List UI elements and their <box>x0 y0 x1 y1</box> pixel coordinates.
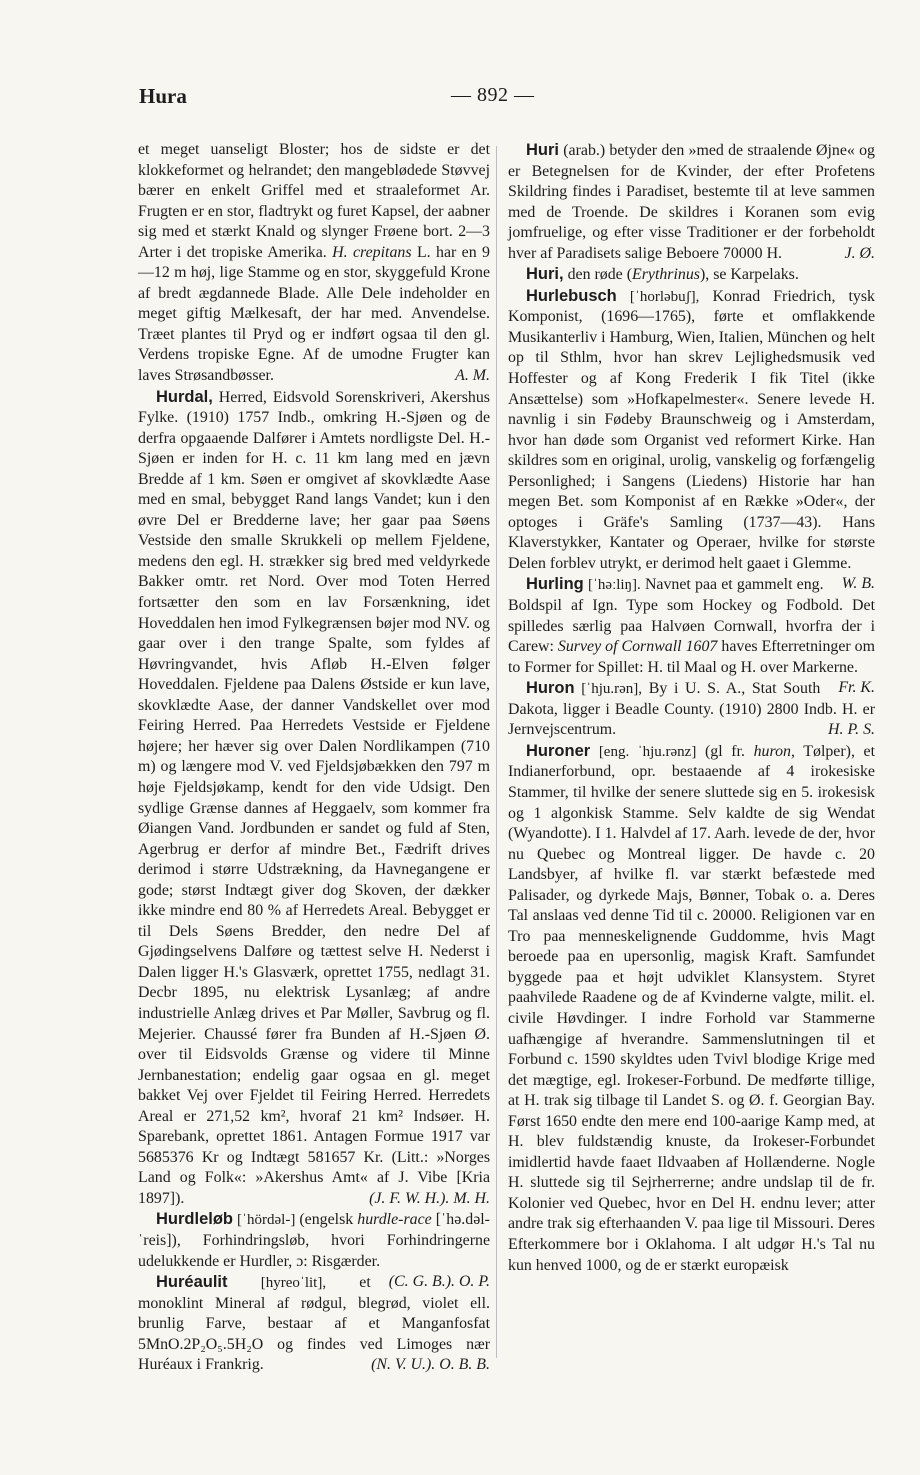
author-signature: (C. G. B.). O. P. <box>388 1273 490 1291</box>
page-header <box>139 84 875 114</box>
pronunciation: [ˈhördəl-] <box>237 1212 296 1229</box>
pronunciation: [ˈhju.rən], <box>581 681 643 698</box>
author-signature: (N. V. U.). O. B. B. <box>371 1356 490 1374</box>
entry-huroner <box>508 741 875 1276</box>
entry-term: Huroner <box>526 741 591 760</box>
pronunciation: [eng. ˈhju.rənz] <box>598 743 697 760</box>
entry-term: Huri <box>526 141 559 159</box>
entry-text: L. har en 9—12 m høj, lige Stamme og en stor, skyggefuld Krone af bredt ægdannede Blade. Alle Dele indeholder en meget giftig Mælkesaft, der har med. Anvendelse. Træet plantes til Pryd og er indført ogsaa til den gl. Verdens tropiske Egne. Af de umodne Frugter kan laves Strøsandbøsser. <box>138 243 490 385</box>
entry-text: (engelsk <box>299 1211 354 1229</box>
entry-text: Herred, Eidsvold Sorenskriveri, Akershus Fylke. (1910) 1757 Indb., omkring H.-Sjøen og de derfra opgaaende Dalfører i Amtets nordligste Del. H.-Sjøen er inden for H. c. 11 km lang med en jævn Bredde af 1 km. Søen er omgivet af skovklædte Aase med en smal, bebygget Rand langs Vandet; kun i den øvre Del er Bredderne lave; her gaar paa Søens Vestside den smalle Skrukkeli op mellem Fjeldene, medens den egl. H. strækker sig bred med veldyrkede Bakker omtr. ret Nord. Over mod Toten Herred fortsætter den som en lav Forsænkning, idet Hoveddalen hen imod Fylkegrænsen bøjer mod NV. og gaar over i den trange Spalte, som fyldes af Høvringvandet, hvis Afløb H.-Elven følger Hoveddalen. Fjeldene paa Dalens Østside er kun lave, skovklædte Aase, der danner Vandskellet over mod Feiring Herred. Paa Herredets Vestside er Fjeldene højere; her hæver sig over Dalen Nordlikampen (710 m) og længere mod V. ved Fjeldsjøbækken den 797 m høje Fjeldsjøkamp, kendt for den vide Udsigt. Den sydlige Grænse dannes af Heggaelv, som kommer fra Øiangen Vand. Jordbunden er sandet og fuld af Sten, Agerbrug er derfor af mindre Bet., Fædrift drives derimod i større Udstrækning, da Havnegangene er gode; størst Indtægt giver dog Skoven, der dækker ikke mindre end 80 % af Herredets Areal. Bebygget er til Dels Søens Bredder, den nedre Del af Gjødingselvens Dalføre og tættest selve H. Nederst i Dalen ligger H.'s Glasværk, oprettet 1755, nedlagt 31. Decbr 1895, nu elektrisk Lysanlæg; af andre industrielle Anlæg drives et Par Møller, Savbrug og fl. Mejerier. Chaussé fører fra Bunden af H.-Sjøen Ø. over til Eidsvolds Grænse og videre til Minne Jernbanestation; endelig gaar ogsaa en gl. meget bakket Vej over Fjeldet til Feiring Herred. Herredets Areal er 271,52 km², hvoraf 21 km² Indsøer. H. Sparebank, oprettet 1861. Antagen Formue 1917 var 5685376 Kr og Indtægt 581657 Kr. (Litt.: »Norges Land og Folk«: »Akershus Amt« af J. Vibe [Kria 1897]). <box>138 388 490 1207</box>
pronunciation: [ˈhəːliŋ]. <box>587 577 641 594</box>
author-signature: (J. F. W. H.). M. H. <box>369 1189 490 1207</box>
foreign-term: hurdle-race <box>357 1211 432 1229</box>
entry-text: den røde ( <box>567 266 632 284</box>
entry-huri <box>508 140 875 264</box>
left-column <box>138 140 490 1376</box>
author-signature: H. P. S. <box>828 721 875 739</box>
foreign-term: Erythrinus <box>632 266 700 284</box>
entry-huron <box>508 678 875 741</box>
entry-term: Hurling <box>526 575 584 594</box>
entry-term: Hurlebusch <box>526 286 617 305</box>
author-signature: A. M. <box>455 367 490 385</box>
species-name: H. crepitans <box>332 243 412 261</box>
entry-term: Hurdal, <box>156 387 213 406</box>
entry-text: et meget uanseligt Bloster; hos de sidste er det klokkeformet og helrandet; den mangeblødede Støvvej bærer en enkelt Griffel med et straaleformet Ar. Frugten er en stor, fladtrykt og furet Kapsel, der aabner sig med et stærkt Knald og slynger Frøene bort. 2—3 Arter i det tropiske Amerika. <box>138 141 490 261</box>
entry-hurdal <box>138 387 490 1210</box>
entry-huri-fish <box>508 264 875 286</box>
entry-text: Navnet paa et gammelt eng. Boldspil af Ign. Type som Hockey og Fodbold. Det spilledes særlig paa Halvøen Cornwall, hvorfra der i Carew: <box>508 576 875 656</box>
foreign-term: huron, <box>753 742 795 760</box>
author-signature: W. B. <box>841 575 875 593</box>
author-signature: Fr. K. <box>838 679 875 697</box>
entry-text: (arab.) betyder den »med de straalende Øjne« og er Betegnelsen for de Kvinder, der efter Profetens Skildring findes i Paradiset, bestemte til at leve sammen med de Troende. De skildres i Koranen som evig jomfruelige, og efter visse Traditioner er der forbeholdt hver af Paradisets salige Beboere 70000 H. <box>508 142 875 262</box>
author-signature: J. Ø. <box>844 244 875 262</box>
entry-text: Tølper), et Indianerforbund, opr. bestaaende af 4 irokesiske Stammer, til hvilke der senere sluttede sig en 5. irokesisk og 1 algonkisk Stamme. Selv kaldte de sig Wendat (Wyandotte). I 1. Halvdel af 17. Aarh. levede de der, hvor nu Quebec og Montreal ligger. De havde c. 20 Landsbyer, af hvilke fl. var stærkt befæstede med Palisader, og dyrkede Majs, Bønner, Tobak o. a. Deres Tal anslaas ved denne Tid til c. 20000. Religionen var en Tro paa menneskelignende Guddomme, hvis Magt beroede paa en upersonlig, magisk Kraft. Samfundet byggede paa et højt udviklet Klansystem. Styret paahvilede Raadene og de af Kvinderne valgte, milit. el. civile Høvdinger. I indre Forhold var Stammerne uafhængige af hverandre. Sammenslutningen til et Forbund c. 1590 skyldtes uden Tvivl blodige Krige med det mægtige, egl. Irokeser-Forbund. De medførte tillige, at H. trak sig tilbage til Landet S. og Ø. f. Georgian Bay. Først 1650 endte den mere end 100-aarige Kamp med, at H. blev fuldstændig knuste, da Irokeser-Forbundet imidlertid havde faaet Ildvaaben af Hollænderne. Nogle H. sluttede sig til Sejrherrerne; andre undslap til de fr. Kolonier ved Quebec, hvor en Del H. endnu lever; atter andre trak sig efterhaanden V. paa lige til Missouri. Deres Efterkommere bor i Oklahoma. I alt udgør H.'s Tal nu kun henved 1000, og de er stærkt europæisk <box>508 742 876 1274</box>
entry-text: haves Efterretninger om to Former for Spillet: H. til Maal og H. over Markerne. <box>508 638 875 676</box>
entry-hura-continued <box>138 140 490 387</box>
entry-text: Konrad Friedrich, tysk Komponist, (1696—1765), førte et omflakkende Musikanterliv i Hamburg, Wien, Italien, München og helt op til Sthlm, hvor han skrev Lejlighedsmusik ved Hoffester og af Kong Frederik I fik Titel (ikke Ansættelse) som »Hofkapelmester«. Senere levede H. navnlig i sin Fødeby Braunschweig og i Amsterdam, hvor han døde som Organist ved reformert Kirke. Han skildres som en original, urolig, vanskelig og forfængelig Personlighed; i Sangens (Liedens) Historie har han megen Bet. som Komponist af en Række »Oder«, der optoges i Gräfe's Samling (1737—43). Hans Klaverstykker, Kantater og Operaer, hvilke for største Delen forblev utrykt, er derimod helt gaaet i Glemme. <box>508 287 875 572</box>
entry-text: [ˈhə.dəl-ˈreis]), Forhindringsløb, hvori Forhindringerne udelukkende er Hurdler, ɔ: Risgærder. <box>138 1211 490 1270</box>
entry-text: et monoklint Mineral af rødgul, blegrød, violet ell. brunlig Farve, bestaar af et Manganfosfat 5MnO.2P₂O₅.5H₂O og findes ved Limoges nær Huréaux i Frankrig. <box>138 1274 490 1374</box>
column-divider <box>496 146 497 1358</box>
entry-text: ), se Karpelaks. <box>699 266 799 284</box>
entry-text: By i U. S. A., Stat South Dakota, ligger i Beadle County. (1910) 2800 Indb. H. er Jernvejscentrum. <box>508 680 875 739</box>
pronunciation: [ˈhorləbuʃ], <box>629 288 700 305</box>
entry-term: Hurdleløb <box>156 1210 233 1229</box>
running-headword: Hura <box>139 84 187 108</box>
entry-text: (gl fr. <box>704 742 745 760</box>
pronunciation: [hyreoˈlit], <box>260 1275 327 1292</box>
right-column <box>508 140 875 1276</box>
foreign-term: Survey of Cornwall 1607 <box>557 638 718 656</box>
entry-term: Huréaulit <box>156 1273 228 1292</box>
entry-term: Huron <box>526 679 575 698</box>
entry-term: Huri, <box>526 265 564 284</box>
page-number: — 892 — <box>451 84 535 106</box>
